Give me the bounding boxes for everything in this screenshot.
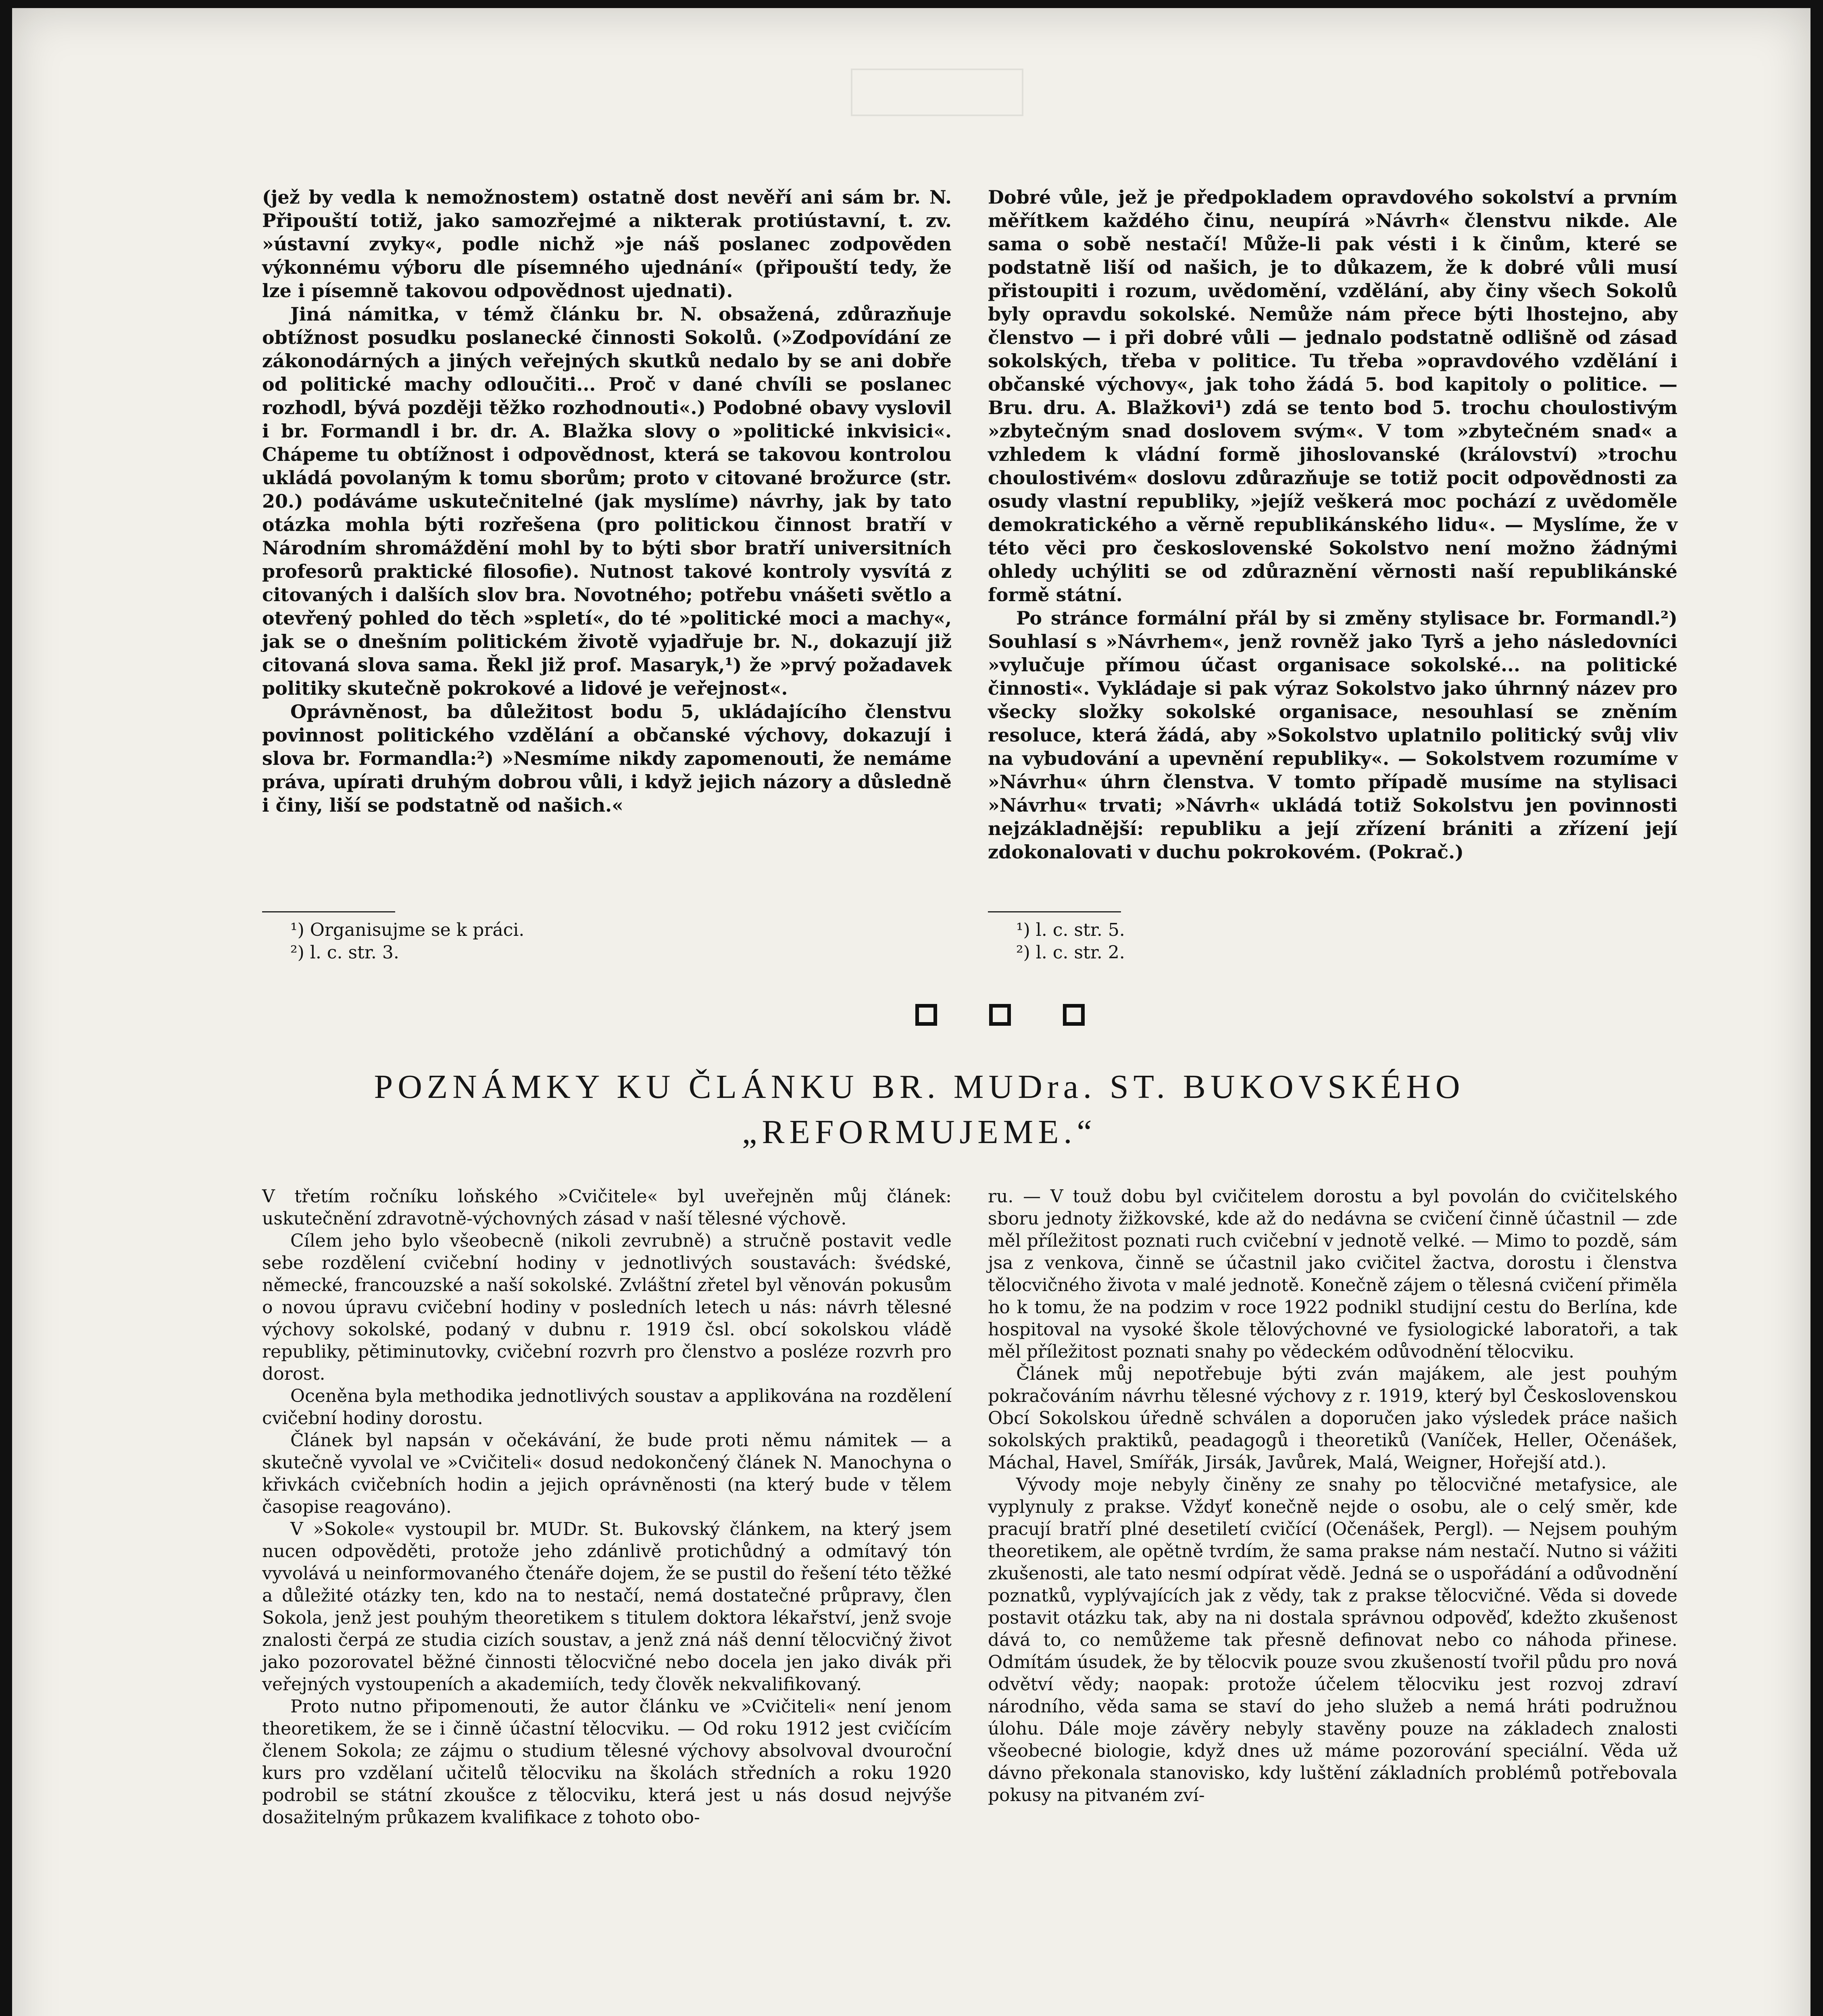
bottom-right-column bbox=[988, 1185, 1677, 1806]
footnote-rule bbox=[262, 911, 395, 912]
top-left-footnotes bbox=[262, 907, 952, 964]
paragraph: Oprávněnost, ba důležitost bodu 5, ukládajícího členstvu povinnost politického vzdělání a občanské výchovy, dokazují i slova br. Formandla:²) »Nesmíme nikdy zapomenouti, že nemáme práva, upírati druhým dobrou vůli, i když jejich názory a důsledně i činy, liší se podstatně od našich.« bbox=[262, 701, 952, 816]
separator-square bbox=[915, 1004, 937, 1026]
paragraph: Jiná námitka, v témž článku br. N. obsažená, zdůrazňuje obtížnost posudku poslanecké činnosti Sokolů. (»Zodpovídání ze zákonodárných a jiných veřejných skutků nedalo by se ani dobře od politické machy odloučiti... Proč v dané chvíli se poslanec rozhodl, bývá později těžko rozhodnouti«.) Podobné obavy vyslovil i br. Formandl i br. dr. A. Blažka slovy o »politické inkvisici«. Chápeme tu obtížnost i odpovědnost, která se takovou kontrolou ukládá povolaným k tomu sborům; proto v citované brožurce (str. 20.) podáváme uskutečnitelné (jak myslíme) návrhy, jak by tato otázka mohla býti rozřešena (pro politickou činnost bratří v Národním shromáždění mohl by to býti sbor bratří universitních profesorů praktické filosofie). Nutnost takové kontroly vysvítá z citovaných i dalších slov bra. Novotného; potřebu vnášeti světlo a otevřený pohled do těch »spletí«, do té »politické moci a machy«, jak se o dnešním politickém životě vyjadřuje br. N., dokazují již citovaná slova sama. Řekl již prof. Masaryk,¹) že »prvý požadavek politiky skutečně pokrokové a lidové je veřejnost«. bbox=[262, 303, 952, 699]
bottom-left-column bbox=[262, 1185, 952, 1829]
paragraph: Článek můj nepotřebuje býti zván majákem, ale jest pouhým pokračováním návrhu tělesné výchovy z r. 1919, který byl Československou Obcí Sokolskou úředně schválen a doporučen jako výsledek práce našich sokolských praktiků, peadagogů i theoretiků (Vaníček, Heller, Očenášek, Máchal, Havel, Smířák, Jirsák, Javůrek, Malá, Weigner, Hořejší atd.). bbox=[988, 1364, 1677, 1473]
paragraph: (jež by vedla k nemožnostem) ostatně dost nevěří ani sám br. N. Připouští totiž, jako samozřejmé a nikterak protiústavní, t. zv. »ústavní zvyky«, podle nichž »je náš poslanec zodpověden výkonnému výboru dle písemného ujednání« (připouští tedy, že lze i písemně takovou odpovědnost ujednati). bbox=[262, 186, 952, 302]
separator-square bbox=[1063, 1004, 1085, 1026]
paragraph: V třetím ročníku loňského »Cvičitele« byl uveřejněn můj článek: uskutečnění zdravotně-výchovných zásad v naší tělesné výchově. bbox=[262, 1186, 952, 1229]
paragraph: V »Sokole« vystoupil br. MUDr. St. Bukovský článkem, na který jsem nucen odpověděti, protože jeho zdánlivě protichůdný a odmítavý tón vyvolává u neinformovaného čtenáře dojem, že se pustil do řešení této těžké a důležité otázky ten, kdo na to nestačí, nemá dostatečné průpravy, člen Sokola, jenž jest pouhým theoretikem s titulem doktora lékařství, jenž svoje znalosti čerpá ze studia cizích soustav, a jenž zná náš denní tělocvičný život jako pozorovatel běžné činnosti tělocvičné nebo docela jen jako divák při veřejných vystoupeních a akademiích, tedy člověk nekvalifikovaný. bbox=[262, 1519, 952, 1695]
footnote: ¹) Organisujme se k práci. bbox=[290, 920, 525, 940]
top-left-column bbox=[262, 185, 952, 817]
paragraph: Cílem jeho bylo všeobecně (nikoli zevrubně) a stručně postavit vedle sebe rozdělení cvičební hodiny v jednotlivých soustavách: švédské, německé, francouzské a naší sokolské. Zvláštní zřetel byl věnován pokusům o novou úpravu cvičební hodiny v posledních letech u nás: návrh tělesné výchovy sokolské, podaný v dubnu r. 1919 čsl. obcí sokolskou vládě republiky, pětiminutovky, cvičební rozvrh pro členstvo a posléze rozvrh pro dorost. bbox=[262, 1231, 952, 1384]
footnote: ²) l. c. str. 2. bbox=[1016, 942, 1125, 963]
paragraph: Po stránce formální přál by si změny stylisace br. Formandl.²) Souhlasí s »Návrhem«, jenž rovněž jako Tyrš a jeho následovníci »vylučuje přímou účast organisace sokolské... na politické činnosti«. Vykládaje si pak výraz Sokolstvo jako úhrnný název pro všecky složky sokolské organisace, nesouhlasí se zněním resoluce, která žádá, aby »Sokolstvo uplatnilo politický svůj vliv na vybudování a upevnění republiky«. — Sokolstvem rozumíme v »Návrhu« úhrn členstva. V tomto případě musíme na stylisaci »Návrhu« trvati; »Návrh« ukládá totiž Sokolstvu jen povinnosti nejzákladnější: republiku a její zřízení brániti a zřízení její zdokonalovati v duchu pokrokovém. (Pokrač.) bbox=[988, 607, 1677, 863]
faint-stamp-mark bbox=[851, 69, 1023, 116]
paragraph: Dobré vůle, jež je předpokladem opravdového sokolství a prvním měřítkem každého činu, neupírá »Návrh« členstvu nikde. Ale sama o sobě nestačí! Může-li pak vésti i k činům, které se podstatně liší od našich, je to důkazem, že k dobré vůli musí přistoupiti i rozum, uvědomění, vzdělání, aby činy všech Sokolů byly opravdu sokolské. Nemůže nám přece býti lhostejno, aby členstvo — i při dobré vůli — jednalo podstatně odlišně od zásad sokolských, třeba v politice. Tu třeba »opravdového vzdělání i občanské výchovy«, jak toho žádá 5. bod kapitoly o politice. — Bru. dru. A. Blažkovi¹) zdá se tento bod 5. trochu choulostivým »zbytečným snad doslovem svým«. V tom »zbytečném snad« a vzhledem k vládní formě jihoslovanské (království) »trochu choulostivém« doslovu zdůrazňuje se totiž pocit odpovědnosti za osudy vlastní republiky, »jejíž veškerá moc pochází z uvědoměle demokratického a věrně republikánského lidu«. — Myslíme, že v této věci pro československé Sokolstvo není možno žádnými ohledy uchýliti se od zdůraznění věrnosti naší republikánské formě státní. bbox=[988, 186, 1677, 606]
paragraph: Vývody moje nebyly činěny ze snahy po tělocvičné metafysice, ale vyplynuly z prakse. Vždyť konečně nejde o osobu, ale o celý směr, kde pracují bratří plné desetiletí cvičící (Očenášek, Pergl). — Nejsem pouhým theoretikem, ale opětně tvrdím, že sama prakse nám nestačí. Nutno si vážiti zkušenosti, ale tato nesmí odpírat vědě. Jedná se o uspořádání a odůvodnění poznatků, vyplývajících jak z vědy, tak z prakse tělocvičné. Věda si dovede postavit otázku tak, aby na ni dostala správnou odpověď, kdežto zkušenost dává to, co nemůžeme tak přesně definovat nebo co náhoda přinese. Odmítám úsudek, že by tělocvik pouze svou zkušeností tvořil půdu pro nová odvětví vědy; naopak: protože účelem tělocviku jest rozvoj zdraví národního, věda sama se staví do jeho služeb a nemá hráti podružnou úlohu. Dále moje závěry nebyly stavěny pouze na základech znalosti všeobecné biologie, když dnes už máme pozorování speciální. Věda už dávno překonala stanovisko, kdy luštění základních problémů potřebovala pokusy na pitvaném zví- bbox=[988, 1475, 1677, 1806]
top-right-column bbox=[988, 185, 1677, 864]
section-separator bbox=[915, 1004, 1085, 1032]
separator-square bbox=[989, 1004, 1011, 1026]
footnote: ²) l. c. str. 3. bbox=[290, 942, 399, 963]
footnote-rule bbox=[988, 911, 1121, 912]
paragraph: Oceněna byla methodika jednotlivých soustav a applikována na rozdělení cvičební hodiny dorostu. bbox=[262, 1386, 952, 1429]
footnote: ¹) l. c. str. 5. bbox=[1016, 920, 1125, 940]
paragraph: ru. — V touž dobu byl cvičitelem dorostu a byl povolán do cvičitelského sboru jednoty žižkovské, kde až do nedávna se cvičení činně účastnil — zde měl příležitost poznati ruch cvičební v jednotě velké. — Mimo to pozdě, sám jsa z venkova, činně se účastnil jako cvičitel žactva, dorostu i členstva tělocvičného života v malé jednotě. Konečně zájem o tělesná cvičení přiměla ho k tomu, že na podzim v roce 1922 podnikl studijní cestu do Berlína, kde hospitoval na vysoké škole tělovýchovné ve fysiologické laboratoři, a tak měl příležitost poznati snahy po vědeckém odůvodnění tělocviku. bbox=[988, 1186, 1677, 1362]
top-right-footnotes bbox=[988, 907, 1677, 964]
article-title-line-1: POZNÁMKY KU ČLÁNKU BR. MUDra. ST. BUKOVSKÉHO bbox=[374, 1068, 1465, 1106]
article-title bbox=[133, 1064, 1706, 1155]
article-title-line-2: „REFORMUJEME.“ bbox=[742, 1113, 1097, 1151]
page bbox=[12, 8, 1810, 2016]
paragraph: Proto nutno připomenouti, že autor článku ve »Cvičiteli« není jenom theoretikem, že se i činně účastní tělocviku. — Od roku 1912 jest cvičícím členem Sokola; ze zájmu o studium tělesné výchovy absolvoval dvouroční kurs pro vzdělaní učitelů tělocviku na školách středních a roku 1920 podrobil se státní zkoušce z tělocviku, která jest u nás dosud nejvýše dosažitelným průkazem kvalifikace z tohoto obo- bbox=[262, 1696, 952, 1828]
paragraph: Článek byl napsán v očekávání, že bude proti němu námitek — a skutečně vyvolal ve »Cvičiteli« dosud nedokončený článek N. Manochyna o křivkách cvičebních hodin a jejich oprávněnosti (na který bude v tělem časopise reagováno). bbox=[262, 1430, 952, 1517]
